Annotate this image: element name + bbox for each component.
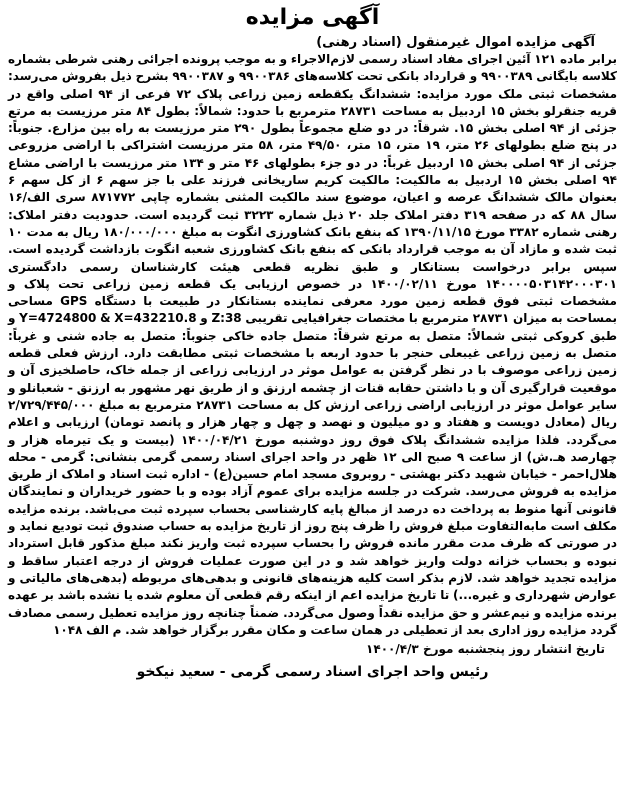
signature: رئیس واحد اجرای اسناد رسمی گرمی - سعید نیکخو (136, 664, 489, 681)
notice-body (8, 51, 617, 639)
notice-title: آگهی مزایده (245, 5, 380, 30)
notice-paragraph: برابر ماده ۱۲۱ آئین اجرای مفاد اسناد رسمی لازم‌الاجراء و به موجب پرونده اجرائی رهنی شرطی بشماره کلاسه بایگانی ۹۹۰۰۳۸۹ و قرارداد بانکی تحت کلاسه‌های ۹۹۰۰۳۸۶ و ۹۹۰۰۳۸۷ بشرح ذیل بفروش می‌رسد: مشخصات ثبتی ملک مورد مزایده: ششدانگ یکقطعه زمین زراعی پلاک ۷۲ فرعی از ۹۴ اصلی واقع در قریه جنقرلو بخش ۱۵ اردبیل به مساحت ۲۸۷۳۱ مترمربع با حدود: شمالاً: بطول ۸۴ متر مرزیست به مرتع جزئی از ۹۴ اصلی بخش ۱۵. شرقاً: در دو ضلع مجموعاً بطول ۲۹۰ متر مرزیست به راه بین مزارع. جنوباً: در پنج ضلع بطولهای ۲۶ متر، ۱۹ متر، ۱۵ متر، ۴۹/۵۰ متر، ۵۸ متر مرزیست اشتراکی با اراضی مزروعی جزئی از ۹۴ اصلی بخش ۱۵ اردبیل غرباً: در دو جزء بطولهای ۴۶ متر و ۱۳۴ متر مرزیست با اراضی مشاع ۹۴ اصلی بخش ۱۵ اردبیل به مالکیت: مالکیت کریم ساریخانی فرزند علی با جز سهم ۶ از کل سهم ۶ بعنوان مالک ششدانگ عرصه و اعیان، موضوع سند مالکیت المثنی بشماره چاپی ۸۷۱۷۷۲ سری الف/۱۶ سال ۸۸ که در صفحه ۳۱۹ دفتر املاک جلد ۲۰ ذیل شماره ۳۲۲۳ ثبت گردیده است. حدودیت دفتر املاک: رهنی شماره ۳۳۸۲ مورخ ۱۳۹۰/۱۱/۱۵ که بنفع بانک کشاورزی انگوت به مبلغ ۱۸۰/۰۰۰/۰۰۰ ریال به مدت ۱۰ ثبت شده و مازاد آن به موجب قرارداد بانکی که بنفع بانک کشاورزی شعبه انگوت بازداشت گردیده است. سپس برابر درخواست بستانکار و طبق نظریه قطعی هیئت کارشناسان رسمی دادگستری ۱۴۰۰۰۰۵۰۳۱۴۲۰۰۰۳۰۱ مورخ ۱۴۰۰/۰۲/۱۱ در خصوص ارزیابی یک قطعه زمین زراعی تحت پلاک و مشخصات ثبتی فوق قطعه زمین مورد معرفی نماینده بستانکار در طبیعت با دستگاه GPS مساحی بمساحت به میزان ۲۸۷۳۱ مترمربع با مختصات جغرافیایی تقریبی Z:38 و Y=4724800 & X=432210.8 و طبق کروکی ثبتی شمالاً: متصل به مرتع شرقاً: متصل جاده خاکی جنوباً: متصل به جاده شنی و غرباً: متصل به زمین زراعی غیبعلی حنجر با حدود اربعه با مشخصات ثبتی مطابقت دارد. ارزش فعلی قطعه زمین زراعی موصوف با در نظر گرفتن به عوامل موثر در ارزیابی زراعی از جمله خاک، حاصلخیزی آن و موقعیت قرارگیری آن و با داشتن حقابه قنات از چشمه ارزنق و از طریق نهر مشهور به ارزنق - شعبانلو و سایر عوامل موثر در ارزیابی اراضی زراعی ارزش کل به مساحت ۲۸۷۳۱ مترمربع به مبلغ ۲/۷۲۹/۴۴۵/۰۰۰ ریال (معادل دویست و هفتاد و دو میلیون و نهصد و چهل و چهار هزار و پانصد تومان) ارزیابی و اعلام می‌گردد. فلذا مزایده ششدانگ پلاک فوق روز دوشنبه مورخ ۱۴۰۰/۰۴/۲۱ (بیست و یک تیرماه هزار و چهارصد هـ.ش) از ساعت ۹ صبح الی ۱۲ ظهر در واحد اجرای اسناد رسمی گرمی بنشانی: گرمی - محله هلال‌احمر - خیابان شهید دکتر بهشتی - روبروی مسجد امام حسین(ع) - اداره ثبت اسناد و املاک از طریق مزایده به فروش می‌رسد. شرکت در جلسه مزایده برای عموم آزاد بوده و با حضور خریداران و نمایندگان قانونی آنها منوط به پرداخت ده درصد از مبالغ پایه کارشناسی بحساب سپرده ثبت می‌باشد. برنده مزایده مکلف است مابه‌التفاوت مبلغ فروش را ظرف پنج روز از تاریخ مزایده به حساب صندوق ثبت تودیع نماید و در صورتی که ظرف مدت مقرر مانده فروش را بحساب سپرده ثبت واریز نکند مبلغ مذکور قابل استرداد نبوده و بحساب خزانه دولت واریز خواهد شد و در این صورت عملیات فروش از درجه اعتبار ساقط و مزایده تجدید خواهد شد. لازم بذکر است کلیه هزینه‌های قانونی و بدهی‌های مربوطه (بدهی‌های مالیاتی و عوارض شهرداری و غیره...) تا تاریخ مزایده اعم از اینکه رقم قطعی آن معلوم شده یا نشده باشد بر عهده برنده مزایده و نیم‌عشر و حق مزایده نقداً وصول می‌گردد. ضمناً چنانچه روز مزایده تعطیل رسمی مصادف گردد مزایده روز اداری بعد از تعطیلی در همان ساعت و مکان مقرر برگزار خواهد شد. م الف ۱۰۴۸ (8, 52, 618, 637)
notice-subtitle: آگهی مزایده اموال غیرمنقول (اسناد رهنی) (316, 35, 595, 50)
publish-date: تاریخ انتشار روز پنجشنبه مورخ ۱۴۰۰/۴/۳ (366, 642, 605, 657)
